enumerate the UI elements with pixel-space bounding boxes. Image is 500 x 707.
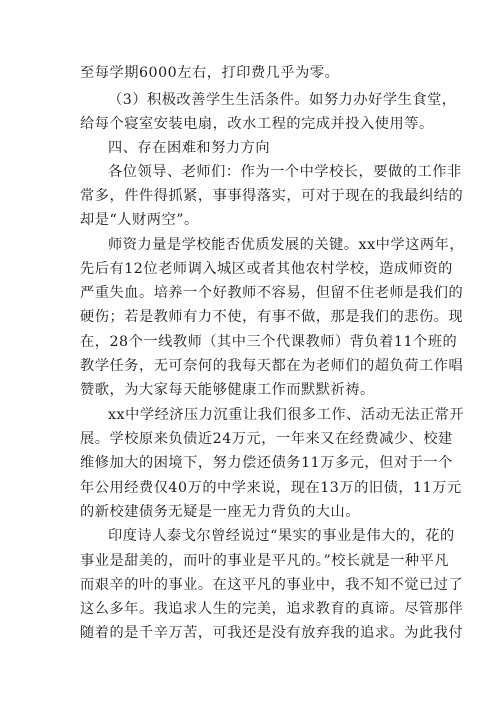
- text-line: 展。学校原来负债近24万元，一年来又在经费减少、校建: [80, 431, 453, 447]
- text-line: 先后有12位老师调入城区或者其他农村学校，造成师资的: [80, 261, 453, 277]
- text-line: 年公用经费仅40万的中学来说，现在13万的旧债，11万元: [80, 480, 462, 496]
- text-line: 却是“人财两空”。: [80, 212, 199, 228]
- text-line: 印度诗人泰戈尔曾经说过“果实的事业是伟大的，花的: [108, 528, 455, 544]
- text-line: 至每学期6000左右，打印费几乎为零。: [80, 65, 340, 81]
- text-line: 教学任务，无可奈何的我每天都在为老师们的超负荷工作唱: [80, 358, 464, 374]
- text-line: 给每个寝室安装电扇，改水工程的完成并投入使用等。: [80, 116, 434, 132]
- text-line: 这么多年。我追求人生的完美，追求教育的真谛。尽管那伴: [80, 601, 464, 617]
- text-line: 在，28个一线教师（其中三个代课教师）背负着11个班的: [80, 334, 458, 350]
- text-line: 硬伤；若是教师有力不使，有事不做，那是我们的悲伤。现: [80, 309, 464, 325]
- section-heading: 四、存在困难和努力方向: [108, 140, 271, 156]
- text-line: 赞歌，为大家每天能够健康工作而默默祈祷。: [80, 382, 375, 398]
- text-line: xx中学经济压力沉重让我们很多工作、活动无法正常开: [108, 407, 465, 423]
- text-line: 而艰辛的叶的事业。在这平凡的事业中，我不知不觉已过了: [80, 577, 464, 593]
- text-line: 各位领导、老师们：作为一个中学校长，要做的工作非: [108, 164, 462, 180]
- text-line: 常多，件件得抓紧，事事得落实，可对于现在的我最纠结的: [80, 188, 464, 204]
- text-line: （3）积极改善学生生活条件。如努力办好学生食堂，: [108, 92, 457, 108]
- text-line: 随着的是千辛万苦，可我还是没有放弃我的追求。为此我付: [80, 625, 464, 641]
- text-line: 维修加大的困境下，努力偿还债务11万多元，但对于一个: [80, 455, 453, 471]
- text-line: 的新校建债务无疑是一座无力背负的大山。: [80, 504, 361, 520]
- text-line: 师资力量是学校能否优质发展的关键。xx中学这两年，: [108, 237, 465, 253]
- text-line: 事业是甜美的，而叶的事业是平凡的。”校长就是一种平凡: [80, 553, 450, 569]
- text-line: 严重失血。培养一个好教师不容易，但留不住老师是我们的: [80, 285, 464, 301]
